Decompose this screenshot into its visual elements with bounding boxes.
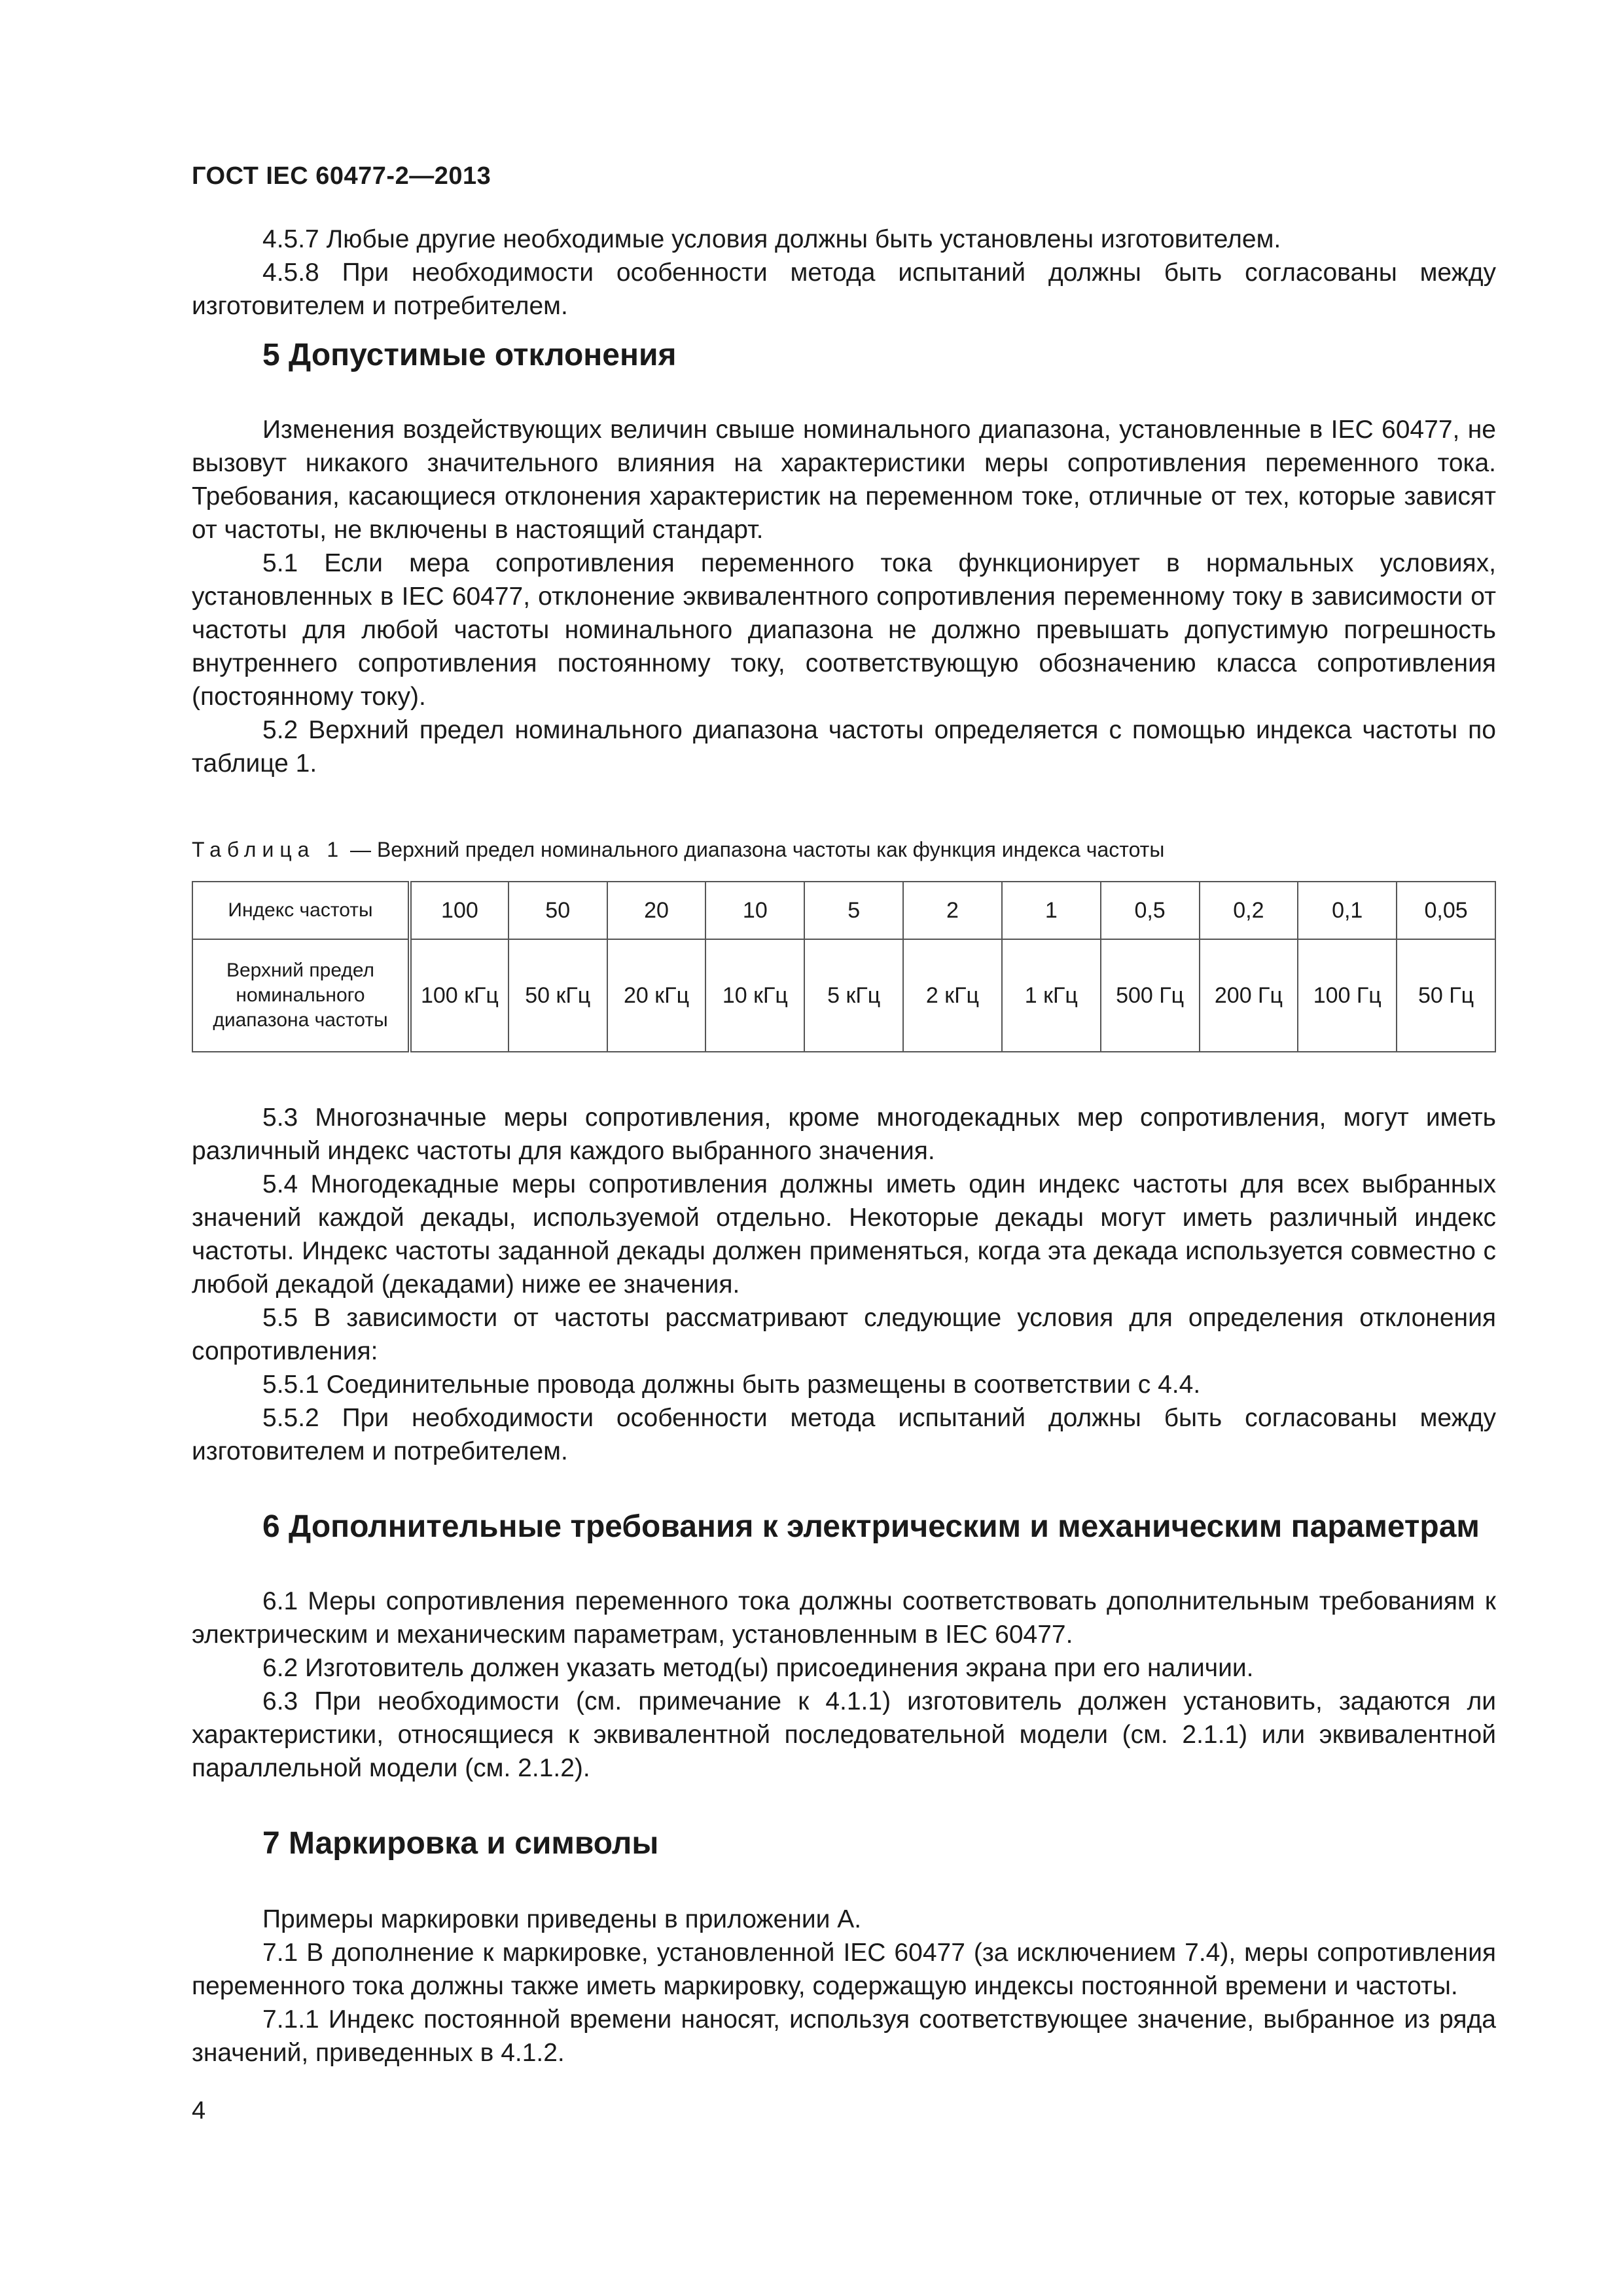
paragraph-6-1: 6.1 Меры сопротивления переменного тока должны соответствовать дополнительным требованиям к электрическим и механическим параметрам, установленным в IEC 60477. — [192, 1587, 1496, 1649]
table-cell: 2 — [903, 882, 1002, 939]
row-header-upper-limit: Верхний предел номинального диапазона частоты — [192, 939, 410, 1052]
table-cell: 0,2 — [1200, 882, 1298, 939]
table-cell: 100 Гц — [1298, 939, 1397, 1052]
paragraph-4-5-7: 4.5.7 Любые другие необходимые условия должны быть установлены изготовителем. — [262, 225, 1281, 253]
page-number: 4 — [192, 2097, 206, 2125]
table-cell: 10 — [705, 882, 804, 939]
table-row-upper-limit — [192, 939, 1495, 1052]
paragraph-6-2: 6.2 Изготовитель должен указать метод(ы) присоединения экрана при его наличии. — [262, 1654, 1254, 1682]
table-cell: 20 — [607, 882, 706, 939]
table-cell: 1 кГц — [1002, 939, 1101, 1052]
paragraph-6-3: 6.3 При необходимости (см. примечание к 4.1.1) изготовитель должен установить, задаются ли характеристики, относящиеся к эквивалентной последовательной модели (см. 2.1.1) или эквивалентной параллельной модели (см. 2.1.2). — [192, 1687, 1496, 1782]
table-cell: 2 кГц — [903, 939, 1002, 1052]
paragraph-5-5-2: 5.5.2 При необходимости особенности метода испытаний должны быть согласованы между изготовителем и потребителем. — [192, 1404, 1496, 1465]
table-cell: 10 кГц — [705, 939, 804, 1052]
paragraph-5-5-1: 5.5.1 Соединительные провода должны быть размещены в соответствии с 4.4. — [262, 1371, 1201, 1399]
paragraph-5-4: 5.4 Многодекадные меры сопротивления должны иметь один индекс частоты для всех выбранных значений каждой декады, используемой отдельно. Некоторые декады могут иметь различный индекс частоты. Индекс частоты заданной декады должен применяться, когда эта декада используется совместно с любой декадой (декадами) ниже ее значения. — [192, 1170, 1496, 1299]
table-cell: 0,5 — [1101, 882, 1200, 939]
table-cell: 100 кГц — [410, 939, 508, 1052]
section-5-title: 5 Допустимые отклонения — [262, 338, 677, 372]
table-cell: 50 — [508, 882, 607, 939]
table-cell: 5 — [804, 882, 903, 939]
section-7-intro: Примеры маркировки приведены в приложении А. — [262, 1905, 862, 1933]
table-cell: 5 кГц — [804, 939, 903, 1052]
section-7-title: 7 Маркировка и символы — [262, 1826, 659, 1861]
section-6-title: 6 Дополнительные требования к электрическим и механическим параметрам — [262, 1509, 1480, 1544]
table-cell: 0,05 — [1397, 882, 1495, 939]
table-1-caption — [192, 836, 1496, 863]
table-1-caption-label: Таблица 1 — [192, 838, 345, 861]
table-cell: 500 Гц — [1101, 939, 1200, 1052]
paragraph-5-1: 5.1 Если мера сопротивления переменного тока функционирует в нормальных условиях, установленных в IEC 60477, отклонение эквивалентного сопротивления переменному току в зависимости от частоты для любой частоты номинального диапазона не должно превышать допустимую погрешность внутреннего сопротивления постоянному току, соответствующую обозначению класса сопротивления (постоянному току). — [192, 549, 1496, 711]
paragraph-5-2: 5.2 Верхний предел номинального диапазона частоты определяется с помощью индекса частоты по таблице 1. — [192, 716, 1496, 778]
frequency-index-table — [192, 881, 1496, 1052]
table-1-caption-text: — Верхний предел номинального диапазона частоты как функция индекса частоты — [344, 838, 1165, 861]
table-cell: 20 кГц — [607, 939, 706, 1052]
table-cell: 50 Гц — [1397, 939, 1495, 1052]
section-5-intro: Изменения воздействующих величин свыше номинального диапазона, установленные в IEC 60477, не вызовут никакого значительного влияния на характеристики меры сопротивления переменного тока. Требования, касающиеся отклонения характеристик на переменном токе, отличные от тех, которые зависят от частоты, не включены в настоящий стандарт. — [192, 416, 1496, 544]
paragraph-4-5-8: 4.5.8 При необходимости особенности метода испытаний должны быть согласованы между изготовителем и потребителем. — [192, 259, 1496, 320]
table-cell: 200 Гц — [1200, 939, 1298, 1052]
table-cell: 100 — [410, 882, 508, 939]
paragraph-7-1: 7.1 В дополнение к маркировке, установленной IEC 60477 (за исключением 7.4), меры сопротивления переменного тока должны также иметь маркировку, содержащую индексы постоянной времени и частоты. — [192, 1939, 1496, 2000]
row-header-frequency-index: Индекс частоты — [192, 882, 410, 939]
table-cell: 1 — [1002, 882, 1101, 939]
document-header: ГОСТ IEC 60477-2—2013 — [192, 162, 491, 190]
table-cell: 50 кГц — [508, 939, 607, 1052]
page-content — [192, 223, 1496, 2070]
paragraph-5-5: 5.5 В зависимости от частоты рассматривают следующие условия для определения отклонения сопротивления: — [192, 1304, 1496, 1365]
table-row-frequency-index — [192, 882, 1495, 939]
paragraph-7-1-1: 7.1.1 Индекс постоянной времени наносят, используя соответствующее значение, выбранное из ряда значений, приведенных в 4.1.2. — [192, 2005, 1496, 2067]
paragraph-5-3: 5.3 Многозначные меры сопротивления, кроме многодекадных мер сопротивления, могут иметь различный индекс частоты для каждого выбранного значения. — [192, 1103, 1496, 1165]
table-cell: 0,1 — [1298, 882, 1397, 939]
